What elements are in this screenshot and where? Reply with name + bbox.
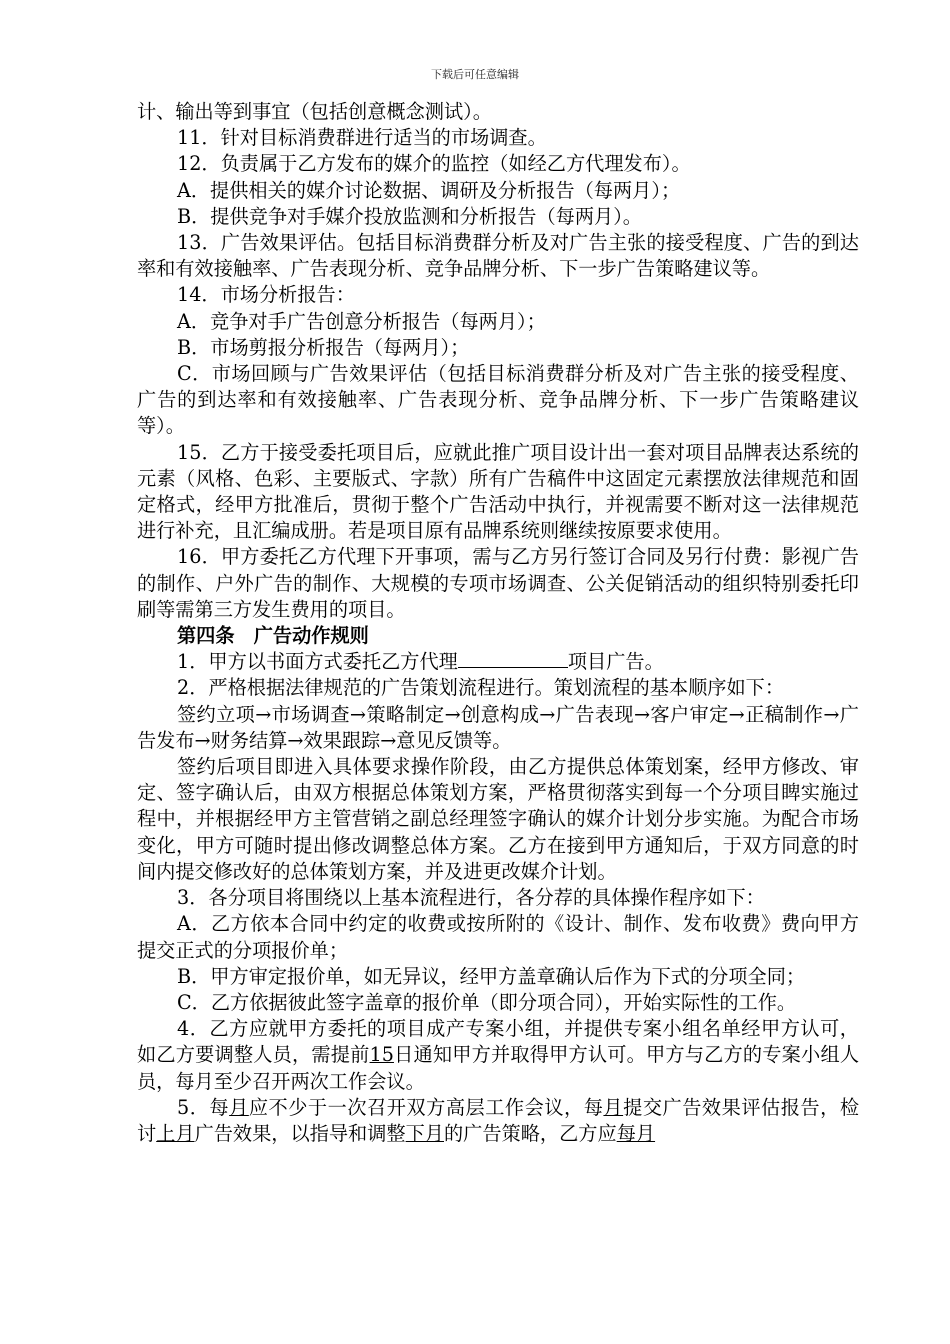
clause-12: 12．负责属于乙方发布的媒介的监控（如经乙方代理发布）。 [177, 152, 691, 176]
article-4-item-5 [137, 1095, 859, 1147]
item-5-text-3: 提交广告效果评估报告，检讨 [137, 1095, 860, 1145]
clause-12-a: A．提供相关的媒介讨论数据、调研及分析报告（每两月）； [177, 178, 681, 202]
item-5-text-4: 广告效果，以指导和调整 [194, 1121, 406, 1145]
article-4-item-1 [137, 649, 859, 675]
item-5-text-5: 的广告策略，乙方应 [444, 1121, 617, 1145]
notice-days: 15 [369, 1043, 394, 1067]
item-5-underline-4: 下月 [405, 1121, 444, 1145]
item-3-c: C．乙方依据彼此签字盖章的报价单（即分项合同），开始实际性的工作。 [177, 990, 797, 1014]
item-3-b: B．甲方审定报价单，如无异议，经甲方盖章确认后作为下式的分项全同； [177, 964, 806, 988]
clause-12-b: B．提供竞争对手媒介投放监测和分析报告（每两月）。 [177, 204, 642, 228]
item-1-suffix: 项目广告。 [567, 650, 664, 674]
item-4-text: 4．乙方应就甲方委托的项目成产专案小组，并提供专案小组名单经甲方认可，如乙方要调整人员，需提前 [137, 1017, 859, 1067]
clause-14: 14．市场分析报告： [177, 283, 355, 307]
item-5-underline-1: 月 [229, 1095, 249, 1119]
item-4-suffix: 日通知甲方并取得甲方认可。甲方与乙方的专案小组人员，每月至少召开两次工作会议。 [137, 1043, 860, 1093]
planning-flow: 签约立项→市场调查→策略制定→创意构成→广告表现→客户审定→正稿制作→广告发布→财务结算→效果跟踪→意见反馈等。 [137, 702, 859, 752]
clause-14-b: B．市场剪报分析报告（每两月）； [177, 335, 470, 359]
article-4-item-4 [137, 1016, 859, 1095]
item-5-underline-3: 上月 [156, 1121, 195, 1145]
item-3-a: A．乙方依本合同中约定的收费或按所附的《设计、制作、发布收费》费向甲方提交正式的分项报价单； [137, 912, 859, 962]
article-4-item-2: 2．严格根据法律规范的广告策划流程进行。策划流程的基本顺序如下： [177, 676, 785, 700]
article-4-heading: 第四条 广告动作规则 [177, 624, 369, 648]
clause-13: 13．广告效果评估。包括目标消费群分析及对广告主张的接受程度、广告的到达率和有效接触率、广告表现分析、竞争品牌分析、下一步广告策略建议等。 [137, 231, 859, 281]
item-5-text-1: 5．每 [177, 1095, 230, 1119]
article-4-item-3: 3．各分项目将围绕以上基本流程进行，各分荐的具体操作程序如下： [177, 886, 765, 910]
clause-14-c: C．市场回顾与广告效果评估（包括目标消费群分析及对广告主张的接受程度、广告的到达率和有效接触率、广告表现分析、竞争品牌分析、下一步广告策略建议等）。 [137, 362, 859, 438]
clause-11: 11．针对目标消费群进行适当的市场调查。 [177, 126, 547, 150]
project-name-blank [458, 649, 568, 668]
paragraph-continuation: 计、输出等到事宜（包括创意概念测试）。 [137, 100, 492, 123]
document-body [137, 99, 859, 1147]
clause-14-a: A．竞争对手广告创意分析报告（每两月）； [177, 309, 546, 333]
item-5-underline-5: 每月 [616, 1121, 656, 1145]
page-header: 下载后可任意编辑 [431, 68, 519, 81]
clause-16: 16．甲方委托乙方代理下开事项，需与乙方另行签订合同及另行付费：影视广告的制作、户外广告的制作、大规模的专项市场调查、公关促销活动的组织特别委托印刷等需第三方发生费用的项目。 [137, 545, 859, 621]
item-5-text-2: 应不少于一次召开双方高层工作会议，每 [248, 1095, 604, 1119]
clause-15: 15．乙方于接受委托项目后，应就此推广项目设计出一套对项目品牌表达系统的元素（风格、色彩、主要版式、字款）所有广告稿件中这固定元素摆放法律规范和固定格式，经甲方批准后，贯彻于整个广告活动中执行，并视需要不断对这一法律规范进行补充，且汇编成册。若是项目原有品牌系统则继续按原要求使用。 [137, 440, 859, 543]
item-5-underline-2: 月 [603, 1095, 624, 1119]
item-1-text: 1．甲方以书面方式委托乙方代理 [177, 650, 458, 674]
planning-description: 签约后项目即进入具体要求操作阶段，由乙方提供总体策划案，经甲方修改、审定、签字确认后，由双方根据总体策划方案，严格贯彻落实到每一个分项目睥实施过程中，并根据经甲方主管营销之副总经理签字确认的媒介计划分步实施。为配合市场变化，甲方可随时提出修改调整总体方案。乙方在接到甲方通知后，于双方同意的时间内提交修改好的总体策划方案，并及进更改媒介计划。 [137, 755, 859, 883]
